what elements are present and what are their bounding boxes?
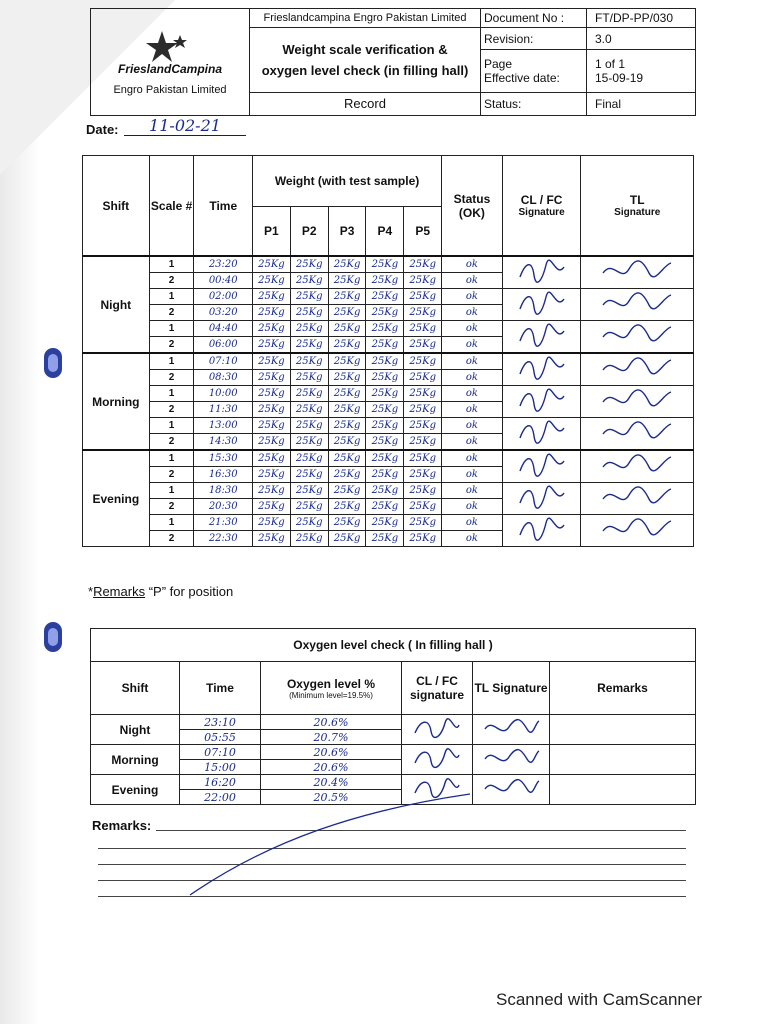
tl-signature-cell [581,515,694,547]
weight-cell-p1: 25Kg [252,386,290,402]
ox-tl-signature-cell [473,715,550,745]
field-label-page: Page [484,56,513,71]
ox-shift-name-cell: Evening [91,775,180,805]
ox-remarks-cell [550,715,696,745]
table-row [83,515,694,531]
weight-cell-p4: 25Kg [366,418,404,434]
weight-cell-p1: 25Kg [252,256,290,273]
clfc-signature-cell [502,386,581,418]
ox-time-cell: 05:55 [180,730,261,745]
weight-cell-p3: 25Kg [328,483,366,499]
scale-cell: 1 [149,256,194,273]
table-row [83,483,694,499]
oxygen-level-table [90,628,696,805]
ox-col-header-time: Time [180,662,261,715]
status-cell: ok [442,273,503,289]
ox-time-cell: 07:10 [180,745,261,760]
weight-cell-p5: 25Kg [404,467,442,483]
weight-cell-p1: 25Kg [252,515,290,531]
col-header-weight: Weight (with test sample) [252,156,441,207]
remarks-label: Remarks: [92,818,152,833]
weight-cell-p3: 25Kg [328,434,366,451]
scale-cell: 2 [149,337,194,354]
weight-cell-p3: 25Kg [328,370,366,386]
scale-cell: 1 [149,450,194,467]
weight-cell-p5: 25Kg [404,321,442,337]
time-cell: 22:30 [194,531,253,547]
shift-name-cell: Evening [83,450,150,547]
ox-time-cell: 23:10 [180,715,261,730]
signature-scribble-icon [512,354,572,382]
scale-cell: 2 [149,273,194,289]
scale-cell: 1 [149,515,194,531]
signature-scribble-icon [409,745,465,771]
remarks-note-prefix: * [88,584,94,599]
time-cell: 14:30 [194,434,253,451]
scale-cell: 2 [149,467,194,483]
title-line-1: Weight scale verification & [282,41,448,57]
document-title [250,28,481,93]
tl-title: TL [629,193,645,207]
weight-cell-p1: 25Kg [252,353,290,370]
weight-cell-p3: 25Kg [328,273,366,289]
weight-cell-p2: 25Kg [290,499,328,515]
tl-signature-cell [581,418,694,451]
weight-cell-p5: 25Kg [404,289,442,305]
field-value-effective: 15-09-19 [595,70,644,85]
company-logo-icon [140,29,200,63]
scale-cell: 1 [149,386,194,402]
signature-scribble-icon [597,483,677,511]
col-header-status: Status (OK) [442,156,503,257]
scale-cell: 2 [149,434,194,451]
weight-cell-p3: 25Kg [328,499,366,515]
table-row [91,775,696,790]
weight-cell-p4: 25Kg [366,515,404,531]
col-header-scale: Scale # [149,156,194,257]
weight-cell-p4: 25Kg [366,370,404,386]
weight-cell-p1: 25Kg [252,273,290,289]
time-cell: 04:40 [194,321,253,337]
weight-cell-p1: 25Kg [252,337,290,354]
shift-name-cell: Morning [83,353,150,450]
tl-signature-cell [581,321,694,354]
weight-cell-p3: 25Kg [328,515,366,531]
weight-cell-p1: 25Kg [252,289,290,305]
clfc-signature-cell [502,418,581,451]
title-line-2: oxygen level check (in filling hall) [261,62,469,78]
table-row [83,256,694,273]
ox-clfc-signature-cell [402,715,473,745]
clfc-signature-cell [502,353,581,386]
time-cell: 21:30 [194,515,253,531]
weight-cell-p2: 25Kg [290,434,328,451]
logo-cell [91,9,250,116]
tl-signature-cell [581,450,694,483]
status-cell: ok [442,467,503,483]
clfc-signature-cell [502,321,581,354]
status-cell: ok [442,483,503,499]
status-cell: ok [442,256,503,273]
ox-shift-name-cell: Night [91,715,180,745]
weight-cell-p2: 25Kg [290,386,328,402]
status-cell: ok [442,418,503,434]
col-header-p1: P1 [252,207,290,257]
ox-col-header-clfc: CL / FC signature [402,662,473,715]
weight-cell-p2: 25Kg [290,273,328,289]
remarks-note-rest: “P” for position [145,584,234,599]
col-header-p4: P4 [366,207,404,257]
status-cell: ok [442,337,503,354]
field-value-page-group [587,50,696,93]
status-cell: ok [442,289,503,305]
weight-cell-p2: 25Kg [290,467,328,483]
weight-cell-p3: 25Kg [328,531,366,547]
date-value: 11-02-21 [124,116,246,136]
company-name: Frieslandcampina Engro Pakistan Limited [250,9,481,28]
tl-signature-cell [581,289,694,321]
weight-cell-p1: 25Kg [252,418,290,434]
table-row [83,386,694,402]
weight-cell-p3: 25Kg [328,337,366,354]
status-cell: ok [442,305,503,321]
weight-cell-p1: 25Kg [252,434,290,451]
weight-cell-p4: 25Kg [366,337,404,354]
ox-shift-name-cell: Morning [91,745,180,775]
status-cell: ok [442,515,503,531]
ox-time-cell: 22:00 [180,790,261,805]
weight-cell-p5: 25Kg [404,483,442,499]
weight-cell-p5: 25Kg [404,499,442,515]
ox-level-cell: 20.6% [261,715,402,730]
table-row [83,418,694,434]
weight-cell-p1: 25Kg [252,370,290,386]
tl-signature-cell [581,386,694,418]
record-label: Record [250,92,481,115]
signature-scribble-icon [512,321,572,349]
weight-cell-p3: 25Kg [328,305,366,321]
status-cell: ok [442,321,503,337]
weight-cell-p2: 25Kg [290,289,328,305]
time-cell: 20:30 [194,499,253,515]
weight-cell-p2: 25Kg [290,305,328,321]
status-cell: ok [442,434,503,451]
status-cell: ok [442,386,503,402]
signature-scribble-icon [597,354,677,382]
date-label: Date: [86,122,119,137]
status-cell: ok [442,531,503,547]
remarks-note-word: Remarks [93,584,146,599]
weight-cell-p3: 25Kg [328,289,366,305]
ox-time-cell: 16:20 [180,775,261,790]
weight-cell-p5: 25Kg [404,418,442,434]
weight-cell-p2: 25Kg [290,370,328,386]
weight-cell-p1: 25Kg [252,450,290,467]
time-cell: 07:10 [194,353,253,370]
field-label-page-group [481,50,587,93]
ox-col-header-remarks: Remarks [550,662,696,715]
weight-cell-p4: 25Kg [366,467,404,483]
col-header-time: Time [194,156,253,257]
table-row [91,715,696,730]
scanner-watermark: Scanned with CamScanner [496,990,703,1009]
field-label-status: Status: [481,92,587,115]
weight-table-body [83,256,694,547]
time-cell: 10:00 [194,386,253,402]
weight-cell-p5: 25Kg [404,353,442,370]
weight-cell-p4: 25Kg [366,531,404,547]
col-header-p2: P2 [290,207,328,257]
clfc-signature-cell [502,289,581,321]
signature-scribble-icon [597,386,677,414]
weight-cell-p1: 25Kg [252,321,290,337]
weight-cell-p5: 25Kg [404,370,442,386]
clfc-subtitle: Signature [518,207,565,218]
field-value-page: 1 of 1 [595,56,626,71]
scale-cell: 1 [149,483,194,499]
shift-name-cell: Night [83,256,150,353]
signature-scribble-icon [409,715,465,741]
weight-cell-p5: 25Kg [404,273,442,289]
ox-oxygen-subtitle: (Minimum level=19.5%) [289,690,373,700]
tl-signature-cell [581,353,694,386]
signature-scribble-icon [512,515,572,543]
scale-cell: 2 [149,305,194,321]
tl-subtitle: Signature [614,207,661,218]
table-row [83,289,694,305]
time-cell: 16:30 [194,467,253,483]
weight-cell-p1: 25Kg [252,305,290,321]
status-cell: ok [442,370,503,386]
weight-cell-p4: 25Kg [366,499,404,515]
col-header-shift: Shift [83,156,150,257]
weight-cell-p4: 25Kg [366,305,404,321]
ox-col-header-oxygen [261,662,402,715]
scale-cell: 2 [149,370,194,386]
table-row [83,353,694,370]
signature-scribble-icon [512,386,572,414]
weight-cell-p1: 25Kg [252,531,290,547]
weight-cell-p1: 25Kg [252,467,290,483]
weight-cell-p2: 25Kg [290,531,328,547]
signature-scribble-icon [479,775,543,801]
weight-cell-p4: 25Kg [366,273,404,289]
clfc-signature-cell [502,450,581,483]
remarks-strike-through-icon [180,790,480,900]
status-cell: ok [442,499,503,515]
scale-cell: 1 [149,289,194,305]
scale-cell: 2 [149,402,194,418]
clfc-signature-cell [502,515,581,547]
weight-cell-p4: 25Kg [366,353,404,370]
weight-cell-p5: 25Kg [404,386,442,402]
weight-cell-p3: 25Kg [328,450,366,467]
weight-cell-p1: 25Kg [252,402,290,418]
status-cell: ok [442,353,503,370]
weight-cell-p2: 25Kg [290,483,328,499]
tl-signature-cell [581,256,694,289]
weight-cell-p3: 25Kg [328,321,366,337]
weight-cell-p2: 25Kg [290,450,328,467]
clfc-signature-cell [502,256,581,289]
weight-cell-p4: 25Kg [366,386,404,402]
ox-level-cell: 20.6% [261,760,402,775]
logo-brand: FrieslandCampina [117,61,223,76]
remarks-note [88,584,233,599]
time-cell: 18:30 [194,483,253,499]
field-value-document: FT/DP-PP/030 [587,9,696,28]
field-value-revision: 3.0 [587,28,696,50]
time-cell: 11:30 [194,402,253,418]
weight-cell-p4: 25Kg [366,402,404,418]
signature-scribble-icon [512,289,572,317]
weight-cell-p2: 25Kg [290,321,328,337]
col-header-p3: P3 [328,207,366,257]
field-label-effective: Effective date: [484,70,560,85]
weight-cell-p1: 25Kg [252,483,290,499]
weight-cell-p4: 25Kg [366,289,404,305]
punch-hole-bottom-icon [44,622,62,652]
weight-cell-p1: 25Kg [252,499,290,515]
col-header-clfc [502,156,581,257]
scale-cell: 1 [149,353,194,370]
scale-cell: 2 [149,531,194,547]
weight-cell-p2: 25Kg [290,353,328,370]
time-cell: 15:30 [194,450,253,467]
weight-cell-p2: 25Kg [290,402,328,418]
weight-cell-p5: 25Kg [404,337,442,354]
signature-scribble-icon [597,257,677,285]
weight-cell-p5: 25Kg [404,434,442,451]
ox-time-cell: 15:00 [180,760,261,775]
weight-cell-p2: 25Kg [290,337,328,354]
signature-scribble-icon [479,715,543,741]
time-cell: 23:20 [194,256,253,273]
time-cell: 02:00 [194,289,253,305]
signature-scribble-icon [512,483,572,511]
weight-cell-p5: 25Kg [404,305,442,321]
oxygen-table-title: Oxygen level check ( In filling hall ) [91,629,696,662]
document-header [90,8,696,116]
weight-cell-p3: 25Kg [328,402,366,418]
clfc-signature-cell [502,483,581,515]
clfc-title: CL / FC [520,193,563,207]
status-cell: ok [442,402,503,418]
ox-tl-signature-cell [473,775,550,805]
ox-oxygen-title: Oxygen level % [286,676,376,691]
signature-scribble-icon [512,418,572,446]
weight-cell-p3: 25Kg [328,386,366,402]
weight-cell-p3: 25Kg [328,418,366,434]
weight-cell-p4: 25Kg [366,321,404,337]
table-row [83,450,694,467]
weight-cell-p5: 25Kg [404,402,442,418]
time-cell: 08:30 [194,370,253,386]
weight-cell-p4: 25Kg [366,450,404,467]
tl-signature-cell [581,483,694,515]
weight-cell-p3: 25Kg [328,467,366,483]
ox-level-cell: 20.4% [261,775,402,790]
ox-remarks-cell [550,745,696,775]
signature-scribble-icon [597,321,677,349]
ox-clfc-signature-cell [402,745,473,775]
signature-scribble-icon [597,515,677,543]
weight-cell-p5: 25Kg [404,450,442,467]
signature-scribble-icon [597,451,677,479]
table-row [83,321,694,337]
ox-col-header-tl: TL Signature [473,662,550,715]
ox-tl-signature-cell [473,745,550,775]
weight-cell-p2: 25Kg [290,256,328,273]
scale-cell: 1 [149,418,194,434]
signature-scribble-icon [479,745,543,771]
field-label-revision: Revision: [481,28,587,50]
scale-cell: 2 [149,499,194,515]
punch-hole-top-icon [44,348,62,378]
signature-scribble-icon [512,257,572,285]
weight-cell-p3: 25Kg [328,256,366,273]
weight-cell-p5: 25Kg [404,256,442,273]
weight-verification-table [82,155,694,547]
time-cell: 13:00 [194,418,253,434]
weight-cell-p4: 25Kg [366,483,404,499]
ox-level-cell: 20.5% [261,790,402,805]
table-row [91,745,696,760]
weight-cell-p5: 25Kg [404,531,442,547]
weight-cell-p2: 25Kg [290,515,328,531]
weight-cell-p4: 25Kg [366,256,404,273]
logo-subtitle: Engro Pakistan Limited [113,83,227,96]
weight-cell-p5: 25Kg [404,515,442,531]
ox-remarks-cell [550,775,696,805]
time-cell: 00:40 [194,273,253,289]
weight-cell-p4: 25Kg [366,434,404,451]
field-label-document: Document No : [481,9,587,28]
time-cell: 06:00 [194,337,253,354]
col-header-p5: P5 [404,207,442,257]
weight-cell-p3: 25Kg [328,353,366,370]
signature-scribble-icon [512,451,572,479]
signature-scribble-icon [597,418,677,446]
ox-level-cell: 20.7% [261,730,402,745]
field-value-status: Final [587,92,696,115]
scale-cell: 1 [149,321,194,337]
ox-col-header-shift: Shift [91,662,180,715]
col-header-tl [581,156,694,257]
ox-level-cell: 20.6% [261,745,402,760]
weight-cell-p2: 25Kg [290,418,328,434]
status-cell: ok [442,450,503,467]
time-cell: 03:20 [194,305,253,321]
signature-scribble-icon [597,289,677,317]
